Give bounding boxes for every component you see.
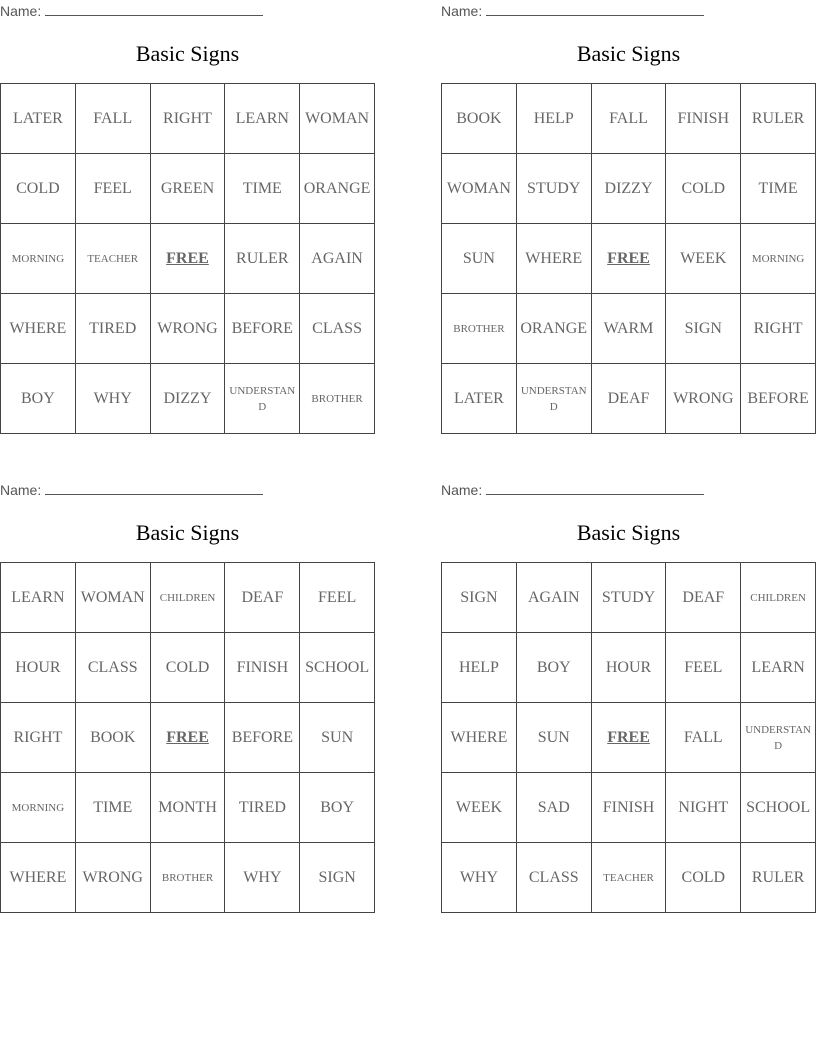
grid-cell: BOOK — [442, 84, 517, 154]
bingo-grid — [0, 83, 375, 434]
grid-row — [442, 294, 816, 364]
grid-cell: WHERE — [516, 224, 591, 294]
grid-cell: SUN — [300, 703, 375, 773]
grid-cell: TIME — [225, 154, 300, 224]
grid-cell: SUN — [442, 224, 517, 294]
grid-cell: LATER — [1, 84, 76, 154]
name-label: Name: — [441, 3, 483, 19]
grid-cell: CLASS — [75, 633, 150, 703]
grid-cell: LEARN — [225, 84, 300, 154]
grid-cell: STUDY — [516, 154, 591, 224]
grid-cell: HOUR — [591, 633, 666, 703]
name-blank-line[interactable] — [45, 482, 263, 495]
grid-cell: SIGN — [666, 294, 741, 364]
grid-row — [1, 703, 375, 773]
grid-cell: TIRED — [75, 294, 150, 364]
grid-cell: ORANGE — [300, 154, 375, 224]
grid-cell: SCHOOL — [741, 773, 816, 843]
grid-row — [1, 563, 375, 633]
grid-cell: ORANGE — [516, 294, 591, 364]
grid-cell: WHY — [442, 843, 517, 913]
grid-cell: MORNING — [1, 773, 76, 843]
grid-cell: CLASS — [300, 294, 375, 364]
card-title: Basic Signs — [576, 41, 681, 66]
card-title: Basic Signs — [135, 41, 240, 66]
grid-cell: WEEK — [666, 224, 741, 294]
grid-cell: STUDY — [591, 563, 666, 633]
grid-cell: FINISH — [591, 773, 666, 843]
grid-cell: RIGHT — [1, 703, 76, 773]
grid-cell: MONTH — [150, 773, 225, 843]
grid-row — [442, 633, 816, 703]
grid-cell: DIZZY — [150, 364, 225, 434]
grid-cell: FEEL — [300, 563, 375, 633]
name-label: Name: — [441, 482, 483, 498]
grid-cell: WRONG — [150, 294, 225, 364]
grid-cell: MORNING — [1, 224, 76, 294]
grid-cell: RIGHT — [150, 84, 225, 154]
grid-cell: AGAIN — [300, 224, 375, 294]
grid-cell: SUN — [516, 703, 591, 773]
grid-row — [1, 154, 375, 224]
name-field — [0, 3, 263, 19]
grid-row — [1, 84, 375, 154]
grid-cell: WOMAN — [75, 563, 150, 633]
grid-row — [1, 843, 375, 913]
grid-cell: FALL — [75, 84, 150, 154]
grid-cell: SAD — [516, 773, 591, 843]
name-blank-line[interactable] — [486, 482, 704, 495]
grid-cell: WARM — [591, 294, 666, 364]
grid-row — [442, 563, 816, 633]
grid-cell: FINISH — [225, 633, 300, 703]
grid-cell: FINISH — [666, 84, 741, 154]
grid-cell: SCHOOL — [300, 633, 375, 703]
grid-cell: FALL — [666, 703, 741, 773]
grid-row — [1, 633, 375, 703]
free-space-cell: FREE — [150, 703, 225, 773]
grid-cell: TIME — [75, 773, 150, 843]
name-label: Name: — [0, 3, 42, 19]
grid-cell: CHILDREN — [741, 563, 816, 633]
grid-cell: WOMAN — [442, 154, 517, 224]
grid-cell: TIME — [741, 154, 816, 224]
name-field — [0, 482, 263, 498]
grid-cell: BOY — [1, 364, 76, 434]
grid-cell: CHILDREN — [150, 563, 225, 633]
grid-cell: BEFORE — [225, 703, 300, 773]
grid-cell: LEARN — [1, 563, 76, 633]
grid-cell: RULER — [225, 224, 300, 294]
grid-cell: GREEN — [150, 154, 225, 224]
grid-row — [442, 843, 816, 913]
grid-cell: COLD — [666, 154, 741, 224]
grid-row — [442, 224, 816, 294]
grid-row — [1, 364, 375, 434]
grid-cell: WRONG — [75, 843, 150, 913]
grid-row — [442, 84, 816, 154]
card-title: Basic Signs — [135, 520, 240, 545]
grid-cell: WHERE — [442, 703, 517, 773]
grid-cell: UNDERSTAND — [516, 364, 591, 434]
grid-cell: TEACHER — [75, 224, 150, 294]
grid-cell: BOY — [516, 633, 591, 703]
grid-cell: HOUR — [1, 633, 76, 703]
grid-cell: SIGN — [300, 843, 375, 913]
grid-row — [1, 294, 375, 364]
name-field — [441, 3, 704, 19]
grid-cell: NIGHT — [666, 773, 741, 843]
grid-cell: RULER — [741, 843, 816, 913]
grid-cell: WEEK — [442, 773, 517, 843]
grid-cell: BROTHER — [300, 364, 375, 434]
grid-cell: UNDERSTAND — [741, 703, 816, 773]
bingo-grid — [441, 83, 816, 434]
bingo-grid — [441, 562, 816, 913]
grid-row — [442, 364, 816, 434]
grid-cell: MORNING — [741, 224, 816, 294]
free-space-cell: FREE — [150, 224, 225, 294]
free-space-cell: FREE — [591, 703, 666, 773]
name-field — [441, 482, 704, 498]
grid-cell: FALL — [591, 84, 666, 154]
grid-cell: COLD — [666, 843, 741, 913]
grid-cell: RULER — [741, 84, 816, 154]
grid-row — [1, 773, 375, 843]
grid-row — [1, 224, 375, 294]
grid-cell: LEARN — [741, 633, 816, 703]
grid-cell: BEFORE — [225, 294, 300, 364]
grid-cell: TEACHER — [591, 843, 666, 913]
bingo-grid — [0, 562, 375, 913]
grid-cell: FEEL — [666, 633, 741, 703]
grid-cell: BEFORE — [741, 364, 816, 434]
grid-cell: CLASS — [516, 843, 591, 913]
grid-cell: WOMAN — [300, 84, 375, 154]
card-title: Basic Signs — [576, 520, 681, 545]
grid-cell: RIGHT — [741, 294, 816, 364]
grid-cell: HELP — [516, 84, 591, 154]
grid-row — [442, 154, 816, 224]
grid-cell: WHERE — [1, 294, 76, 364]
grid-cell: UNDERSTAND — [225, 364, 300, 434]
grid-cell: HELP — [442, 633, 517, 703]
grid-cell: DEAF — [225, 563, 300, 633]
grid-row — [442, 703, 816, 773]
grid-cell: WHY — [225, 843, 300, 913]
name-blank-line[interactable] — [486, 3, 704, 16]
grid-cell: WHERE — [1, 843, 76, 913]
grid-cell: BROTHER — [442, 294, 517, 364]
grid-cell: BOOK — [75, 703, 150, 773]
grid-cell: BROTHER — [150, 843, 225, 913]
grid-cell: DIZZY — [591, 154, 666, 224]
grid-cell: LATER — [442, 364, 517, 434]
grid-cell: TIRED — [225, 773, 300, 843]
name-blank-line[interactable] — [45, 3, 263, 16]
grid-cell: DEAF — [591, 364, 666, 434]
grid-cell: SIGN — [442, 563, 517, 633]
grid-cell: FEEL — [75, 154, 150, 224]
name-label: Name: — [0, 482, 42, 498]
grid-row — [442, 773, 816, 843]
grid-cell: AGAIN — [516, 563, 591, 633]
free-space-cell: FREE — [591, 224, 666, 294]
grid-cell: COLD — [150, 633, 225, 703]
grid-cell: DEAF — [666, 563, 741, 633]
grid-cell: WRONG — [666, 364, 741, 434]
grid-cell: BOY — [300, 773, 375, 843]
grid-cell: WHY — [75, 364, 150, 434]
grid-cell: COLD — [1, 154, 76, 224]
